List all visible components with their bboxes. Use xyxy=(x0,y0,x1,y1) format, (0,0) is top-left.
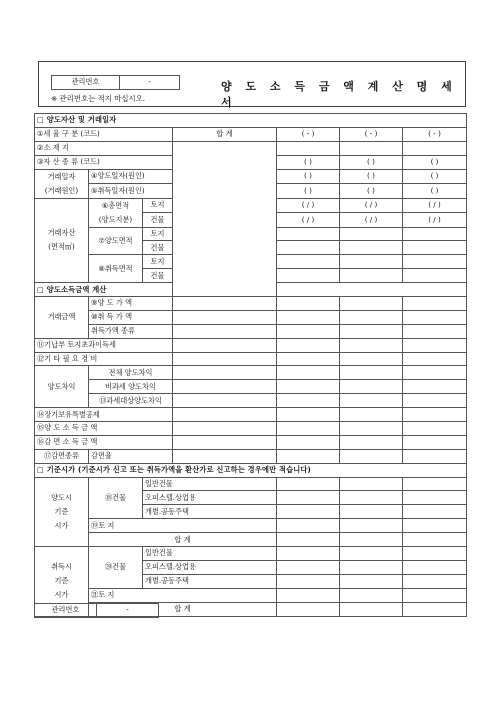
transfer-area-land-1[interactable] xyxy=(277,227,340,241)
tax-rate-code-3[interactable]: ( - ) xyxy=(403,127,467,141)
acquire-area-building-2[interactable] xyxy=(340,269,403,283)
acquire-officetel-3[interactable] xyxy=(403,560,467,574)
transfer-std-total-1[interactable] xyxy=(277,533,340,547)
acquire-date-label: ⑤취득일자(원인) xyxy=(89,184,173,199)
acquire-price-3[interactable] xyxy=(403,310,467,324)
acquire-apartment-2[interactable] xyxy=(340,574,403,588)
acquire-date-1[interactable]: ( ) xyxy=(277,184,340,199)
gain-nontax-label: 비과세 양도차익 xyxy=(89,380,173,394)
gain-total-1[interactable] xyxy=(277,366,340,380)
form-header xyxy=(38,61,466,107)
other-costs-total[interactable] xyxy=(173,352,277,366)
long-term-total[interactable] xyxy=(173,408,277,422)
reduce-income-label: ⑯감 면 소 득 금 액 xyxy=(35,435,173,449)
acquire-type-total[interactable] xyxy=(173,324,277,338)
transfer-area-building-1[interactable] xyxy=(277,241,340,255)
mgmt-number-box xyxy=(51,75,180,90)
land-tax-2[interactable] xyxy=(340,338,403,352)
footer-mgmt-number-field[interactable]: - xyxy=(97,604,159,618)
acquire-type-3[interactable] xyxy=(403,324,467,338)
reduce-income-2[interactable] xyxy=(340,435,403,449)
transfer-price-2[interactable] xyxy=(340,297,403,311)
transfer-area-building-3[interactable] xyxy=(403,241,467,255)
acquire-std-total-2[interactable] xyxy=(340,602,403,616)
acquire-std-total-3[interactable] xyxy=(403,602,467,616)
tax-rate-code-1[interactable]: ( - ) xyxy=(277,127,340,141)
asset-type-label: ③자 산 종 류 (코드) xyxy=(35,155,173,169)
transfer-area-label: ⑦양도면적 xyxy=(89,227,143,255)
transfer-price-total[interactable] xyxy=(173,297,277,311)
transfer-apartment-1[interactable] xyxy=(277,505,340,519)
gain-nontax-total[interactable] xyxy=(173,380,277,394)
reduce-rate-1[interactable] xyxy=(277,449,340,463)
reduce-rate-label: 감면율 xyxy=(89,449,173,463)
gain-nontax-3[interactable] xyxy=(403,380,467,394)
transfer-area-building-label: 건물 xyxy=(143,241,173,255)
acquire-area-building-3[interactable] xyxy=(403,269,467,283)
acquire-land-label: ㉑토 지 xyxy=(89,588,277,602)
section-title-1: □ 양도자산 및 거래일자 xyxy=(35,114,467,128)
acquire-area-land-label: 토지 xyxy=(143,255,173,269)
land-tax-3[interactable] xyxy=(403,338,467,352)
total-area-land-1[interactable]: ( / ) xyxy=(277,198,340,213)
acquire-land-1[interactable] xyxy=(277,588,340,602)
transfer-general-3[interactable] xyxy=(403,477,467,491)
long-term-2[interactable] xyxy=(340,408,403,422)
reduce-rate-3[interactable] xyxy=(403,449,467,463)
acquire-area-land-2[interactable] xyxy=(340,255,403,269)
transfer-area-building-2[interactable] xyxy=(340,241,403,255)
total-area-building-3[interactable]: ( / ) xyxy=(403,213,467,228)
acquire-officetel-2[interactable] xyxy=(340,560,403,574)
transfer-date-1[interactable]: ( ) xyxy=(277,169,340,184)
acquire-general-1[interactable] xyxy=(277,547,340,561)
acquire-apartment-label: 개별.공동주택 xyxy=(143,574,277,588)
transfer-area-land-3[interactable] xyxy=(403,227,467,241)
total-area-building-1[interactable]: ( / ) xyxy=(277,213,340,228)
acquire-area-land-3[interactable] xyxy=(403,255,467,269)
income-label: ⑮양 도 소 득 금 액 xyxy=(35,422,173,436)
acquire-building-label: ⑳건물 xyxy=(89,547,143,589)
transfer-apartment-2[interactable] xyxy=(340,505,403,519)
land-tax-1[interactable] xyxy=(277,338,340,352)
total-area-land-3[interactable]: ( / ) xyxy=(403,198,467,213)
acquire-land-3[interactable] xyxy=(403,588,467,602)
land-tax-total[interactable] xyxy=(173,338,277,352)
acquire-price-label: ⑩취 득 가 액 xyxy=(89,310,173,324)
transfer-date-label: ④양도일자(원인) xyxy=(89,169,173,184)
location-3[interactable] xyxy=(403,141,467,155)
acquire-area-label: ⑧취득면적 xyxy=(89,255,143,283)
acquire-std-total-1[interactable] xyxy=(277,602,340,616)
acquire-officetel-label: 오피스텔.상업용 xyxy=(143,560,277,574)
acquire-area-land-1[interactable] xyxy=(277,255,340,269)
land-tax-label: ⑪기납부 토지초과이득세 xyxy=(35,338,173,352)
total-area-land-2[interactable]: ( / ) xyxy=(340,198,403,213)
gain-tax-2[interactable] xyxy=(340,394,403,408)
acquire-std-label: 취득시 기준 시가 xyxy=(35,547,89,616)
trade-asset-label: 거래자산 (면적㎡) xyxy=(35,198,89,283)
transfer-std-total-3[interactable] xyxy=(403,533,467,547)
total-area-building-label: 건물 xyxy=(143,213,173,228)
total-area-label: ⑥총면적 (양도지분) xyxy=(89,198,143,227)
transfer-std-label: 양도시 기준 시가 xyxy=(35,477,89,546)
acquire-area-building-label: 건물 xyxy=(143,269,173,283)
section-title-2: □ 양도소득금액 계산 xyxy=(35,283,467,297)
tax-rate-code-label: ①세 율 구 분 (코드) xyxy=(35,127,173,141)
transfer-general-label: 일반건물 xyxy=(143,477,277,491)
long-term-label: ⑭장기보유특별공제 xyxy=(35,408,173,422)
total-area-building-2[interactable]: ( / ) xyxy=(340,213,403,228)
income-total[interactable] xyxy=(173,422,277,436)
asset-type-3[interactable]: ( ) xyxy=(403,155,467,169)
mgmt-number-field[interactable]: - xyxy=(120,76,180,90)
acquire-general-label: 일반건물 xyxy=(143,547,277,561)
trade-date-label: 거래일자 (거래원인) xyxy=(35,169,89,198)
location-label: ②소 재 지 xyxy=(35,141,173,155)
acquire-type-2[interactable] xyxy=(340,324,403,338)
transfer-apartment-3[interactable] xyxy=(403,505,467,519)
transfer-general-1[interactable] xyxy=(277,477,340,491)
acquire-apartment-3[interactable] xyxy=(403,574,467,588)
transfer-land-label: ⑲토 지 xyxy=(89,519,277,533)
transfer-price-3[interactable] xyxy=(403,297,467,311)
gain-total-2[interactable] xyxy=(340,366,403,380)
asset-type-1[interactable]: ( ) xyxy=(277,155,340,169)
transfer-date-3[interactable]: ( ) xyxy=(403,169,467,184)
transfer-apartment-label: 개별.공동주택 xyxy=(143,505,277,519)
footer-mgmt-number-label: 관리번호 xyxy=(35,604,97,618)
transfer-area-land-label: 토지 xyxy=(143,227,173,241)
acquire-area-building-1[interactable] xyxy=(277,269,340,283)
asset-type-2[interactable]: ( ) xyxy=(340,155,403,169)
section-transfer-assets xyxy=(34,113,467,617)
gain-nontax-1[interactable] xyxy=(277,380,340,394)
acquire-general-3[interactable] xyxy=(403,547,467,561)
acquire-price-2[interactable] xyxy=(340,310,403,324)
total-column-blank xyxy=(173,141,277,296)
income-2[interactable] xyxy=(340,422,403,436)
acquire-date-3[interactable]: ( ) xyxy=(403,184,467,199)
gain-total-total[interactable] xyxy=(173,366,277,380)
total-area-land-label: 토지 xyxy=(143,198,173,213)
section-title-3: □ 기준시가 (기준시가 신고 또는 취득가액을 환산가로 신고하는 경우에만 적습니다) xyxy=(35,463,467,477)
reduce-income-1[interactable] xyxy=(277,435,340,449)
acquire-type-label: 취득가액 종류 xyxy=(89,324,173,338)
tax-rate-code-2[interactable]: ( - ) xyxy=(340,127,403,141)
transfer-date-2[interactable]: ( ) xyxy=(340,169,403,184)
other-costs-1[interactable] xyxy=(277,352,340,366)
location-2[interactable] xyxy=(340,141,403,155)
income-3[interactable] xyxy=(403,422,467,436)
acquire-officetel-1[interactable] xyxy=(277,560,340,574)
reduce-income-3[interactable] xyxy=(403,435,467,449)
page-title: 양 도 소 득 금 액 계 산 명 세 서 xyxy=(221,80,457,109)
mgmt-number-label: 관리번호 xyxy=(52,76,120,90)
transfer-area-land-2[interactable] xyxy=(340,227,403,241)
transfer-officetel-label: 오피스텔.상업용 xyxy=(143,491,277,505)
gain-label: 양도차익 xyxy=(35,366,89,408)
reduce-income-total[interactable] xyxy=(173,435,277,449)
gain-tax-1[interactable] xyxy=(277,394,340,408)
gain-tax-3[interactable] xyxy=(403,394,467,408)
transfer-officetel-3[interactable] xyxy=(403,491,467,505)
transfer-building-label: ⑱건물 xyxy=(89,477,143,519)
transfer-land-2[interactable] xyxy=(340,519,403,533)
reduce-rate-2[interactable] xyxy=(340,449,403,463)
acquire-general-2[interactable] xyxy=(340,547,403,561)
gain-tax-label: ⑬과세대상양도차익 xyxy=(89,394,173,408)
other-costs-3[interactable] xyxy=(403,352,467,366)
other-costs-2[interactable] xyxy=(340,352,403,366)
reduce-rate-total[interactable] xyxy=(173,449,277,463)
gain-total-label: 전체 양도차익 xyxy=(89,366,173,380)
acquire-type-1[interactable] xyxy=(277,324,340,338)
acquire-price-total[interactable] xyxy=(173,310,277,324)
transfer-land-1[interactable] xyxy=(277,519,340,533)
gain-total-3[interactable] xyxy=(403,366,467,380)
transfer-general-2[interactable] xyxy=(340,477,403,491)
transfer-officetel-2[interactable] xyxy=(340,491,403,505)
transfer-land-3[interactable] xyxy=(403,519,467,533)
footer-mgmt-number-box xyxy=(34,603,159,618)
transfer-price-label: ⑨양 도 가 액 xyxy=(89,297,173,311)
acquire-std-total-label: 합 계 xyxy=(89,602,277,616)
long-term-1[interactable] xyxy=(277,408,340,422)
income-1[interactable] xyxy=(277,422,340,436)
gain-tax-total[interactable] xyxy=(173,394,277,408)
location-1[interactable] xyxy=(277,141,340,155)
total-label: 합 계 xyxy=(173,127,277,141)
trade-amount-label: 거래금액 xyxy=(35,297,89,339)
gain-nontax-2[interactable] xyxy=(340,380,403,394)
transfer-std-total-2[interactable] xyxy=(340,533,403,547)
acquire-price-1[interactable] xyxy=(277,310,340,324)
other-costs-label: ⑫기 타 필 요 경 비 xyxy=(35,352,173,366)
long-term-3[interactable] xyxy=(403,408,467,422)
transfer-std-total-label: 합 계 xyxy=(89,533,277,547)
acquire-date-2[interactable]: ( ) xyxy=(340,184,403,199)
reduce-type-label: ⑰감면종류 xyxy=(35,449,89,463)
mgmt-note: ※ 관리번호는 적지 마십시오. xyxy=(51,94,146,103)
transfer-price-1[interactable] xyxy=(277,297,340,311)
acquire-apartment-1[interactable] xyxy=(277,574,340,588)
transfer-officetel-1[interactable] xyxy=(277,491,340,505)
acquire-land-2[interactable] xyxy=(340,588,403,602)
